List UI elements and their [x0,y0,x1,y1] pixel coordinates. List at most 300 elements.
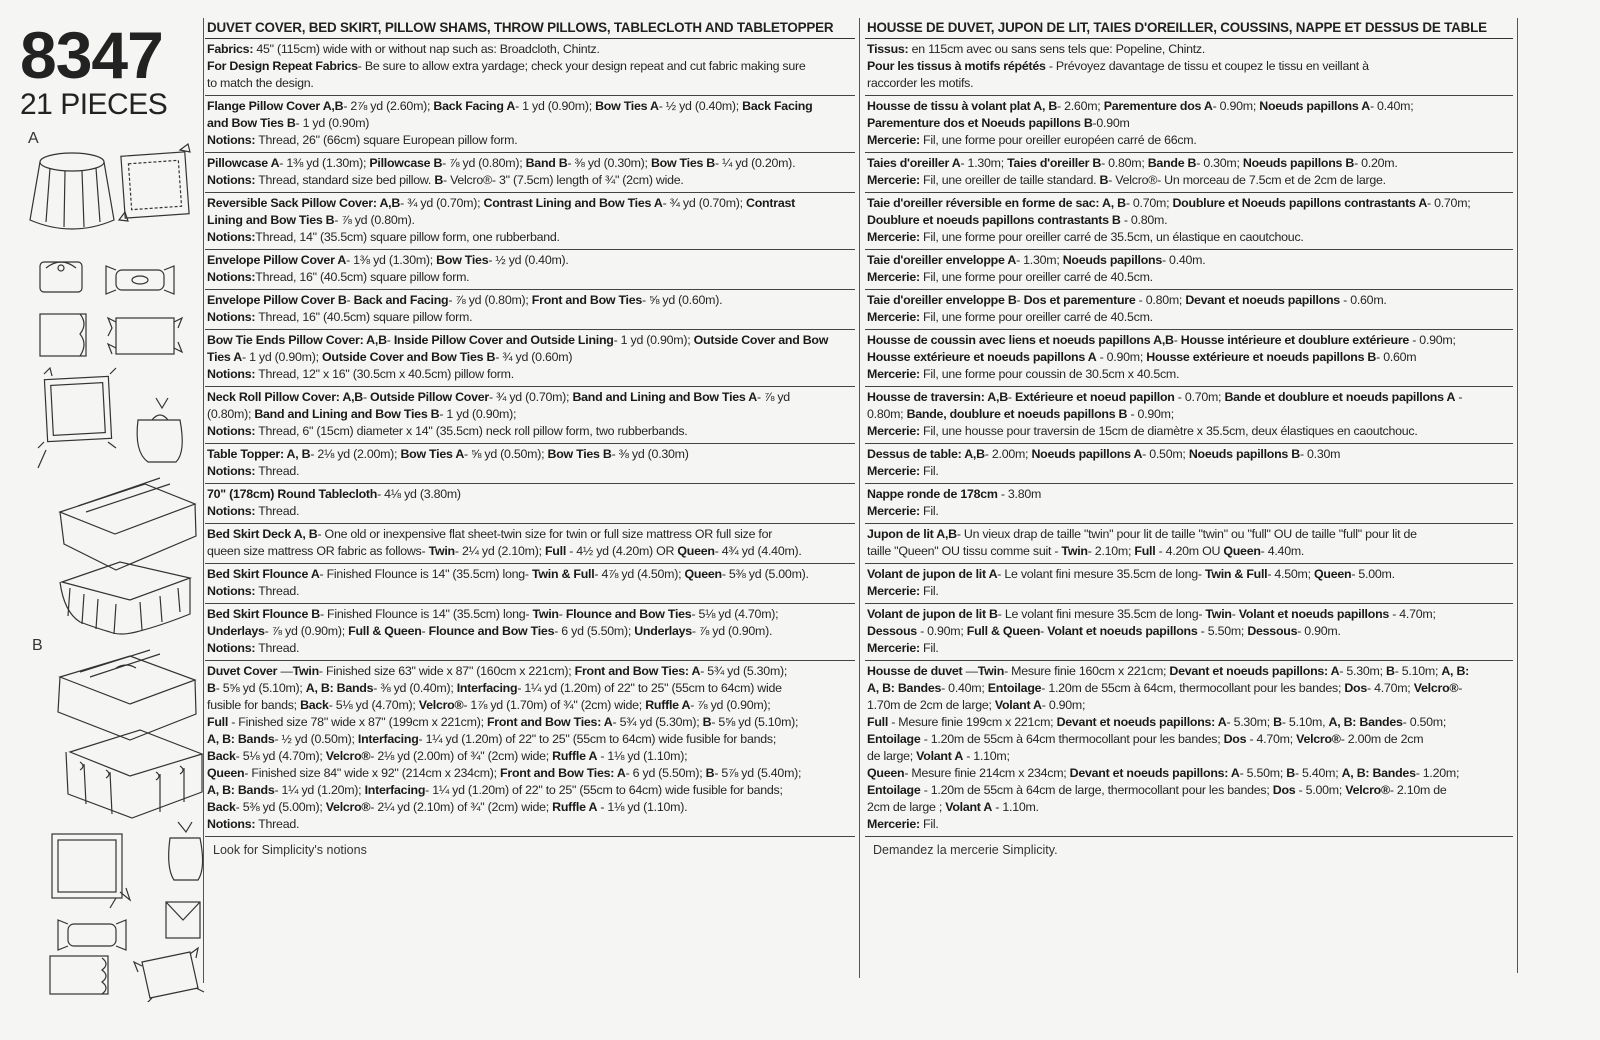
label-text: Pour les tissus à motifs répétés [867,59,1046,73]
requirement-line [867,389,1511,406]
detail-text: - Finished size 84" wide x 92" (214cm x 234cm); [244,766,501,780]
label-text: A, B: Bands [207,732,275,746]
label-text: Interfacing [456,681,518,695]
label-text: Noeuds papillons A [1031,447,1143,461]
detail-text: - 2.10m; [1087,544,1135,558]
detail-text: - [421,624,429,638]
detail-text: 45" (115cm) wide with or without nap such as: Broadcloth, Chintz. [253,42,600,56]
detail-text: - 0.80m; [1135,293,1186,307]
requirement-line [207,816,853,833]
label-text: Bande B [1147,156,1197,170]
label-text: Twin [428,544,455,558]
label-text: Back [207,749,236,763]
label-text: Bed Skirt Deck A, B [207,527,318,541]
detail-text: - 1⅞ yd (1.70m) of ¾" (2cm) wide; [463,698,646,712]
detail-text: - ⅞ yd (0.80m); [442,156,526,170]
detail-text: - Le volant fini mesure 35.5cm de long- [997,567,1205,581]
requirement-line [207,366,853,383]
label-text: Volant A [945,800,993,814]
detail-text: - 5.40m; [1294,766,1342,780]
label-text: Volant de jupon de lit B [867,607,998,621]
detail-text: - 0.90m; [1127,407,1174,421]
detail-text: - Velcro®- Un morceau de 7.5cm et de 2cm de large. [1108,173,1386,187]
label-text: Front and Bow Ties: A [500,766,626,780]
detail-text: - 1¼ yd (1.20m) of 22" to 25" (55cm to 64cm) wide [517,681,782,695]
bow-tie-roll-b-sketch [134,948,204,1002]
label-text: Lining and Bow Ties B [207,213,335,227]
requirement-line [207,212,853,229]
label-text: Ruffle A [552,800,598,814]
detail-text: - [1455,390,1463,404]
label-text: Velcro® [1413,681,1459,695]
detail-text: - 6 yd (5.50m); [554,624,635,638]
label-text: Devant et noeuds papillons: A [1069,766,1240,780]
label-text: Velcro® [325,749,371,763]
detail-text: - ⅞ yd (0.90m); [264,624,349,638]
detail-text: — [962,664,978,678]
detail-text: en 115cm avec ou sans sens tels que: Popeline, Chintz. [908,42,1206,56]
label-text: Notions: [207,504,256,518]
detail-text: - 0.30m [1299,447,1341,461]
requirement-section [865,250,1513,290]
requirement-line [867,366,1511,383]
label-text: Jupon de lit A,B [867,527,957,541]
detail-text: - Finished size 78" wide x 87" (199cm x 221cm); [228,715,487,729]
label-text: B [1099,173,1109,187]
center-column-rule [859,18,860,978]
requirement-section [865,524,1513,564]
detail-text: 1.70m de 2cm de large; [867,698,995,712]
requirement-line [867,640,1511,657]
label-text: Queen [677,544,715,558]
detail-text: - 2.60m; [1057,99,1104,113]
detail-text: - ¾ yd (0.70m); [662,196,747,210]
detail-text: Fil, une housse pour traversin de 15cm de diamètre x 35.5cm, deux élastiques en caoutchouc. [919,424,1418,438]
detail-text: - 1.20m de 55cm à 64cm de large, thermocollant pour les bandes; [920,783,1273,797]
label-text: Noeuds papillons A [1259,99,1370,113]
requirement-line [207,332,853,349]
detail-text: Thread. [255,641,300,655]
detail-text: - ⅜ yd (0.40m); [373,681,457,695]
label-text: Band B [525,156,568,170]
label-text: Flange Pillow Cover A,B [207,99,344,113]
envelope-pillow-sketch [38,368,116,468]
requirement-line [867,98,1511,115]
requirement-line [867,58,1511,75]
label-text: Envelope Pillow Cover A [207,253,347,267]
detail-text: - ¾ yd (0.70m); [488,390,573,404]
detail-text: - 0.30m; [1196,156,1243,170]
label-text: Table Topper: A, B [207,447,311,461]
requirement-line [867,195,1511,212]
label-text: Bow Ties A [400,447,465,461]
detail-text: - 0.90m; [1041,698,1086,712]
requirement-line [207,566,853,583]
requirement-section [205,604,855,661]
detail-text: Thread. [255,464,300,478]
detail-text: - 5.50m; [1239,766,1287,780]
requirement-line [867,765,1511,782]
requirement-line [207,98,853,115]
requirement-section [205,96,855,153]
detail-text: - 1⅛ yd (1.10m); [597,749,688,763]
detail-text: - Mesure finie 160cm x 221cm; [1004,664,1170,678]
detail-text: - [1040,624,1048,638]
label-text: Mercerie: [867,133,920,147]
detail-text: - 4⅛ yd (3.80m) [377,487,461,501]
detail-text: Thread, 16" (40.5cm) square pillow form. [255,270,470,284]
detail-text: Fil, une forme pour oreiller carré de 40.5cm. [919,270,1153,284]
requirement-line [867,41,1511,58]
label-text: Dos [1223,732,1247,746]
requirement-line [207,172,853,189]
detail-text: - One old or inexpensive flat sheet-twin size for twin or full size mattress OR full size for [317,527,773,541]
detail-text: - ½ yd (0.40m); [658,99,743,113]
label-text: B [705,766,715,780]
bed-topper-sketch [60,478,196,570]
label-text: Full [544,544,567,558]
detail-text: - 2¼ yd (2.10m) of ¾" (2cm) wide; [370,800,553,814]
requirement-line [207,446,853,463]
detail-text: - 1⅜ yd (1.30m); [279,156,370,170]
detail-text: - ⅞ yd (0.80m). [334,213,415,227]
requirement-line [207,269,853,286]
label-text: Band and Lining and Bow Ties A [572,390,757,404]
label-text: Front and Bow Ties: A [574,664,701,678]
label-text: Interfacing [364,783,426,797]
requirement-line [207,58,853,75]
detail-text: - Be sure to allow extra yardage; check your design repeat and cut fabric making sure [357,59,806,73]
label-text: Dos [1272,783,1296,797]
detail-text: - [558,607,566,621]
detail-text: - Un vieux drap de taille "twin" pour lit de taille "twin" ou "full" OU de taille "full" pour lit de [956,527,1417,541]
label-text: Notions: [207,230,256,244]
requirement-line [867,566,1511,583]
detail-text: - Le volant fini mesure 35.5cm de long- [997,607,1206,621]
label-text: Volant A [994,698,1042,712]
detail-text: - Prévoyez davantage de tissu et coupez le tissu en veillant à [1045,59,1369,73]
detail-text: - 5.10m, [1281,715,1329,729]
detail-text: - 5.30m; [1226,715,1274,729]
label-text: A, B: Bandes [1341,766,1416,780]
label-text: Ruffle A [552,749,598,763]
label-text: Reversible Sack Pillow Cover: A,B [207,196,401,210]
requirement-line [207,309,853,326]
bed-skirt-bows-sketch [66,730,202,818]
detail-text: - [362,390,371,404]
detail-text: Fil. [919,584,939,598]
label-text: Velcro® [418,698,464,712]
requirement-line [207,389,853,406]
requirement-section [205,290,855,330]
detail-text: — [277,664,293,678]
label-text: A, B: Bands [305,681,374,695]
detail-text: - 0.90m; [1212,99,1260,113]
detail-text: queen size mattress OR fabric as follows- [207,544,429,558]
view-a-label: A [28,130,39,147]
label-text: 70" (178cm) Round Tablecloth [207,487,378,501]
label-text: Noeuds papillons [1062,253,1162,267]
label-text: Notions: [207,817,256,831]
detail-text: - 5¾ yd (5.30m); [612,715,703,729]
label-text: Ruffle A [645,698,691,712]
label-text: Volant de jupon de lit A [867,567,998,581]
detail-text: taille "Queen" OU tissu comme suit - [867,544,1062,558]
pattern-number: 8347 [20,18,163,92]
sack-pillow-sketch [40,262,82,292]
requirement-section [865,564,1513,604]
requirement-section [865,484,1513,524]
label-text: Full & Queen [966,624,1041,638]
english-sections [205,39,855,837]
label-text: Housse intérieure et doublure extérieure [1180,333,1410,347]
requirement-line [867,212,1511,229]
label-text: Back Facing A [433,99,516,113]
label-text: Housse de tissu à volant plat A, B [867,99,1058,113]
requirement-section [865,39,1513,96]
detail-text: - ⅝ yd (0.50m); [464,447,548,461]
requirement-line [207,349,853,366]
requirement-section [865,387,1513,444]
requirement-line [867,583,1511,600]
french-sections [865,39,1513,837]
requirement-line [207,526,853,543]
requirement-section [865,290,1513,330]
detail-text: - 1 yd (0.90m); [242,350,323,364]
label-text: Taie d'oreiller réversible en forme de sac: A, B [867,196,1126,210]
label-text: Taies d'oreiller B [1007,156,1102,170]
requirement-line [207,406,853,423]
label-text: Full [207,715,229,729]
detail-text: - 4.70m; [1246,732,1297,746]
detail-text: - Velcro®- 3" (7.5cm) length of ¾" (2cm) wide. [443,173,684,187]
requirement-line [867,292,1511,309]
detail-text: - [1231,607,1239,621]
detail-text: - ½ yd (0.50m); [274,732,358,746]
requirement-line [207,423,853,440]
detail-text: - 1 yd (0.90m); [613,333,694,347]
label-text: Outside Cover and Bow [693,333,829,347]
detail-text: - ⅞ yd (0.90m). [691,624,773,638]
label-text: Back and Facing [353,293,449,307]
detail-text: - 5.50m; [1197,624,1248,638]
detail-text: - 0.80m. [1120,213,1168,227]
label-text: Full & Queen [348,624,422,638]
envelope-pillow-b-sketch [166,902,200,938]
detail-text: - 0.40m. [1161,253,1206,267]
detail-text: - 4¾ yd (4.40m). [714,544,802,558]
label-text: Contrast [746,196,795,210]
detail-text: - 5¾ yd (5.30m); [700,664,788,678]
requirement-line [207,606,853,623]
requirement-line [207,748,853,765]
requirement-line [867,229,1511,246]
label-text: Mercerie: [867,641,920,655]
label-text: Queen [207,766,245,780]
bow-tie-pillow-sketch [40,314,86,356]
detail-text: - 0.40m; [1369,99,1414,113]
detail-text: Fil. [919,641,939,655]
label-text: Parementure dos et Noeuds papillons B [867,116,1093,130]
detail-text: - 2.10m de [1389,783,1447,797]
detail-text: - ¼ yd (0.20m). [715,156,796,170]
label-text: Housse de duvet [867,664,963,678]
label-text: Volant A [916,749,964,763]
label-text: Mercerie: [867,173,920,187]
detail-text: - 4.20m OU [1155,544,1224,558]
label-text: Bow Ties [436,253,489,267]
detail-text: - 4.50m; [1267,567,1314,581]
label-text: A, B: Bandes [1328,715,1403,729]
label-text: Devant et noeuds papillons: A [1056,715,1227,729]
label-text: Twin [532,607,559,621]
detail-text: - 0.90m; [1409,333,1456,347]
detail-text: Thread. [255,504,300,518]
detail-text: - 1¼ yd (1.20m); [274,783,365,797]
detail-text: Thread, 6" (15cm) diameter x 14" (35.5cm) neck roll pillow form, two rubberbands. [255,424,688,438]
requirement-section [865,96,1513,153]
label-text: Volant et noeuds papillons [1238,607,1390,621]
label-text: Queen [867,766,905,780]
requirement-line [207,765,853,782]
requirement-section [865,330,1513,387]
requirement-section [865,153,1513,193]
neck-roll-sketch [106,266,174,294]
requirement-line [867,543,1511,560]
requirement-line [867,115,1511,132]
label-text: B [1273,715,1282,729]
label-text: Underlays [634,624,692,638]
detail-text: - 1.20m de 55cm à 64cm thermocollant pour les bandes; [920,732,1224,746]
detail-text: - ⅝ yd (0.60m). [642,293,723,307]
label-text: Entoilage [867,732,921,746]
requirement-line [207,75,853,92]
detail-text: raccorder les motifs. [867,76,974,90]
detail-text: - ⅞ yd [757,390,790,404]
requirement-line [207,115,853,132]
left-column-rule [203,18,204,983]
detail-text: - 4.70m; [1389,607,1436,621]
detail-text: - 4½ yd (4.20m) OR [566,544,678,558]
detail-text: - 1 yd (0.90m); [439,407,517,421]
requirement-line [867,269,1511,286]
view-b-label: B [32,637,43,654]
requirement-line [867,731,1511,748]
requirement-line [867,816,1511,833]
detail-text: Thread, 26" (66cm) square European pillow form. [255,133,518,147]
requirement-line [867,406,1511,423]
label-text: Devant et noeuds papillons [1185,293,1340,307]
label-text: Bande, doublure et noeuds papillons B [906,407,1128,421]
detail-text: - 4.70m; [1367,681,1414,695]
detail-text: - 1.10m. [992,800,1039,814]
detail-text: - 5⅛ yd (4.70m); [691,607,779,621]
requirement-line [867,172,1511,189]
detail-text: - ¾ yd (0.60m) [495,350,573,364]
detail-text: - 5⅜ yd (5.00m); [235,800,326,814]
requirement-line [207,782,853,799]
label-text: B [434,173,444,187]
detail-text: Thread. [255,584,300,598]
english-requirements [205,18,855,863]
requirement-line [207,195,853,212]
requirement-line [867,75,1511,92]
label-text: Dos [1344,681,1368,695]
detail-text: de large; [867,749,917,763]
tie-bag-b-sketch [169,822,203,880]
detail-text: - 0.90m. [1297,624,1341,638]
requirement-line [867,714,1511,731]
detail-text: Fil. [919,464,939,478]
label-text: Dos et parementure [1023,293,1136,307]
duvet-bed-sketch [58,650,196,740]
label-text: For Design Repeat Fabrics [207,59,358,73]
label-text: Bed Skirt Flounce B [207,607,320,621]
label-text: Housse de coussin avec liens et noeuds papillons A,B [867,333,1174,347]
requirement-section [205,484,855,524]
label-text: Mercerie: [867,367,920,381]
label-text: Twin & Full [532,567,595,581]
detail-text: - ⅞ yd (0.80m); [448,293,532,307]
detail-text: - 0.50m; [1142,447,1189,461]
flange-pillow-b-sketch [52,834,130,908]
label-text: B [1386,664,1395,678]
label-text: Bow Ties B [547,447,612,461]
label-text: Volant et noeuds papillons [1047,624,1198,638]
detail-text: Fil, une forme pour oreiller carré de 35.5cm, un élastique en caoutchouc. [919,230,1304,244]
requirement-section [205,193,855,250]
detail-text: - 3.80m [997,487,1042,501]
requirement-line [867,423,1511,440]
requirement-line [207,623,853,640]
english-title: DUVET COVER, BED SKIRT, PILLOW SHAMS, THROW PILLOWS, TABLECLOTH AND TABLETOPPER [205,18,855,39]
detail-text: - 1.30m; [1016,253,1063,267]
detail-text: - 0.80m; [1101,156,1148,170]
bow-tie-roll-sketch [108,318,182,354]
english-footer: Look for Simplicity's notions [213,843,367,857]
requirement-section [205,444,855,484]
requirement-line [207,680,853,697]
label-text: Twin & Full [1204,567,1268,581]
right-column-rule [1517,18,1518,973]
detail-text: - 1.10m; [963,749,1010,763]
neck-roll-b-sketch [58,920,126,950]
requirement-line [867,606,1511,623]
requirement-line [207,543,853,560]
requirement-line [207,731,853,748]
label-text: Full [867,715,889,729]
requirement-line [867,132,1511,149]
label-text: Bed Skirt Flounce A [207,567,320,581]
detail-text: - 5⅛ yd (4.70m); [235,749,326,763]
label-text: Extérieure et noeud papillon [1014,390,1175,404]
detail-text: -0.90m [1092,116,1130,130]
detail-text: Thread, 12" x 16" (30.5cm x 40.5cm) pillow form. [255,367,514,381]
label-text: Flounce and Bow Ties [565,607,692,621]
pieces-count: 21 PIECES [20,88,168,121]
detail-text: to match the design. [207,76,314,90]
requirement-line [207,486,853,503]
requirement-section [205,250,855,290]
label-text: Notions: [207,173,256,187]
requirement-line [867,782,1511,799]
label-text: Full [1134,544,1156,558]
label-text: Twin [292,664,319,678]
requirement-line [207,252,853,269]
label-text: Bow Ties A [595,99,659,113]
label-text: Notions: [207,464,256,478]
detail-text: - 2.00m; [984,447,1032,461]
